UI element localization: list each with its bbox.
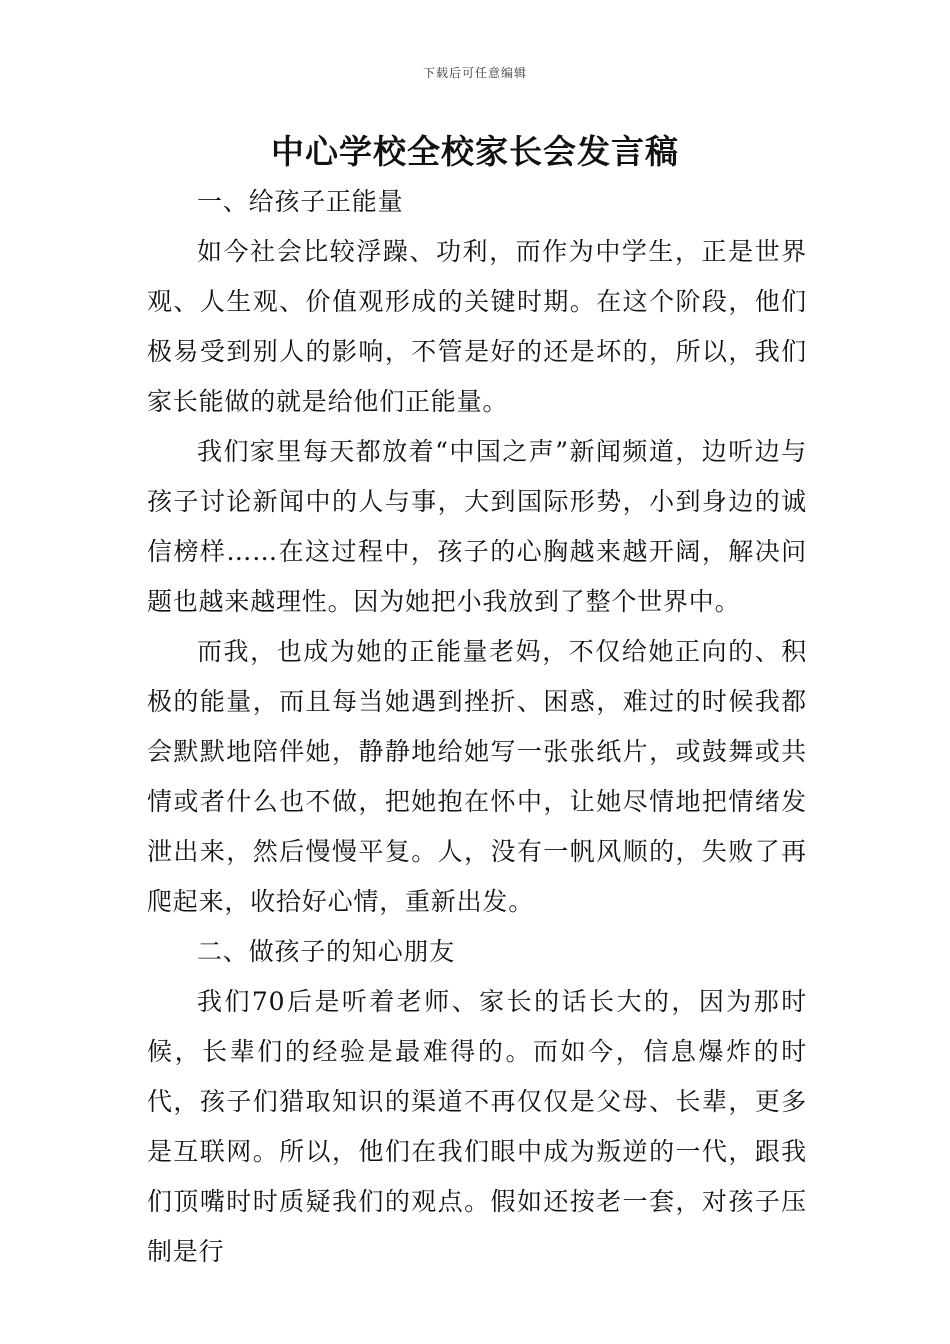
paragraph: 我们70后是听着老师、家长的话长大的，因为那时候，长辈们的经验是最难得的。而如今，信息爆炸的时代，孩子们猎取知识的渠道不再仅仅是父母、长辈，更多是互联网。所以，他们在我们眼中成为叛逆的一代，跟我们顶嘴时时质疑我们的观点。假如还按老一套，对孩子压制是行 xyxy=(147,987,807,1266)
header-note: 下载后可任意编辑 xyxy=(422,66,527,80)
document-title: 中心学校全校家长会发言稿 xyxy=(271,132,679,171)
section-heading-1: 一、给孩子正能量 xyxy=(197,187,404,216)
section-heading-2: 二、做孩子的知心朋友 xyxy=(197,937,456,966)
paragraph: 如今社会比较浮躁、功利，而作为中学生，正是世界观、人生观、价值观形成的关键时期。在这个阶段，他们极易受到别人的影响，不管是好的还是坏的，所以，我们家长能做的就是给他们正能量。 xyxy=(147,237,807,416)
document-body xyxy=(147,177,807,1277)
paragraph: 我们家里每天都放着“中国之声”新闻频道，边听边与孩子讨论新闻中的人与事，大到国际形势，小到身边的诚信榜样……在这过程中，孩子的心胸越来越开阔，解决问题也越来越理性。因为她把小我放到了整个世界中。 xyxy=(147,437,807,616)
paragraph: 而我，也成为她的正能量老妈，不仅给她正向的、积极的能量，而且每当她遇到挫折、困惑，难过的时候我都会默默地陪伴她，静静地给她写一张张纸片，或鼓舞或共情或者什么也不做，把她抱在怀中，让她尽情地把情绪发泄出来，然后慢慢平复。人，没有一帆风顺的，失败了再爬起来，收拾好心情，重新出发。 xyxy=(147,637,807,916)
